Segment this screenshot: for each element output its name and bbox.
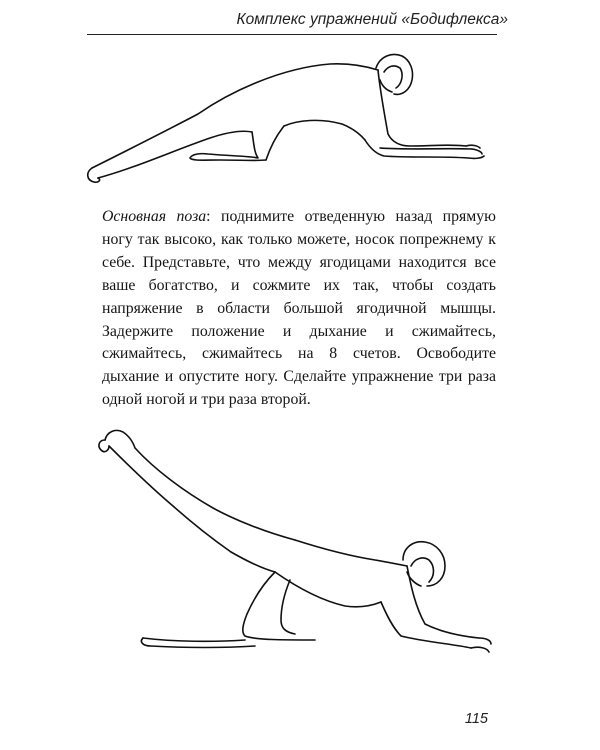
running-header: Комплекс упражнений «Бодифлекса» — [236, 11, 508, 28]
lead-in-label: Основная поза — [102, 208, 207, 225]
exercise-description — [102, 206, 496, 412]
paragraph-body: : поднимите отведенную назад прямую ногу так высоко, как только можете, носок попрежнему к себе. Представьте, что между ягодицами находится все ваше богатство, и сожмите их так, чтобы создать напряжение в области большой ягодичной мышцы. Задержите положение и дыхание и сжимайтесь, сжимайтесь, сжимайтесь на 8 счетов. Освободите дыхание и опустите ногу. Сделайте упражнение три раза одной ногой и три раза второй. — [102, 208, 496, 409]
figure-kneeling-leg-raised-icon — [95, 410, 500, 675]
exercise-paragraph — [102, 206, 496, 412]
figure-kneeling-leg-extended-back-icon — [80, 50, 500, 190]
page-number: 115 — [464, 711, 488, 727]
header-rule — [87, 34, 497, 35]
